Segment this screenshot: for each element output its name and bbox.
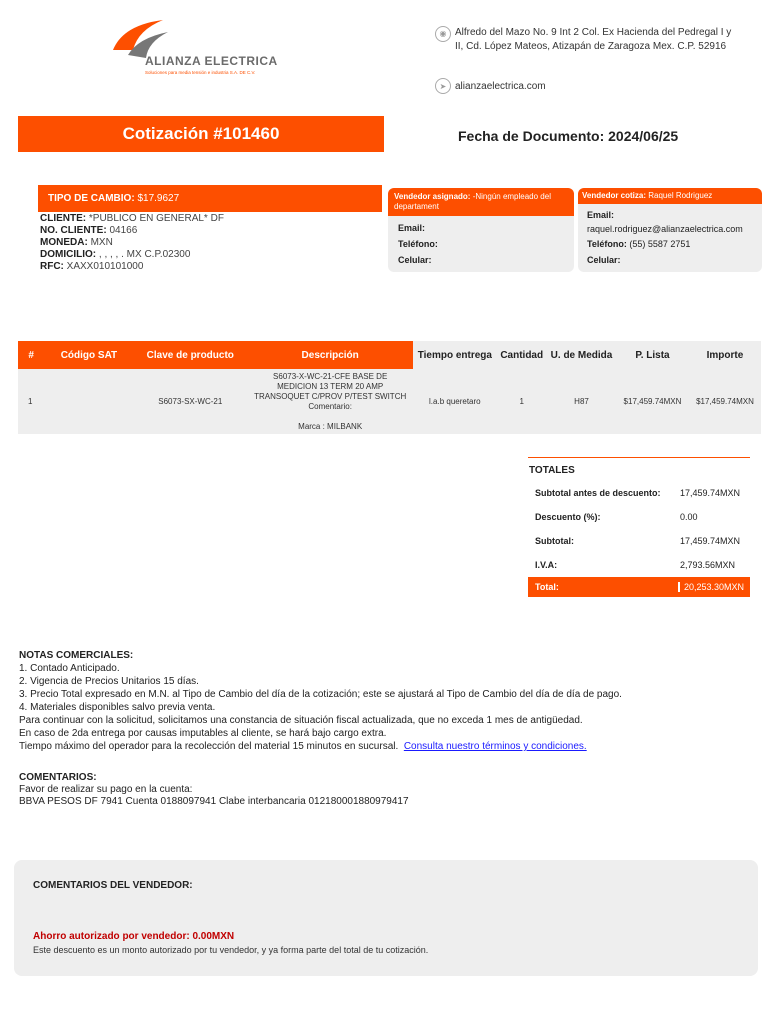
exchange-rate-bar — [38, 185, 382, 212]
website-text[interactable]: alianzaelectrica.com — [455, 80, 546, 92]
assigned-phone-label: Teléfono: — [398, 239, 438, 249]
assigned-vendor-header — [388, 188, 574, 216]
totals-title: TOTALES — [529, 465, 575, 476]
exchange-rate-label: TIPO DE CAMBIO: — [48, 193, 135, 204]
col-header-num: # — [18, 341, 44, 369]
assigned-mobile-label: Celular: — [398, 255, 432, 265]
comments-line: Favor de realizar su pago en la cuenta: — [19, 784, 193, 795]
commercial-notes — [19, 649, 759, 753]
currency-value: MXN — [90, 237, 113, 248]
note-line: 2. Vigencia de Precios Unitarios 15 días. — [19, 676, 199, 687]
client-label: CLIENTE: — [40, 213, 87, 224]
quote-title: Cotización #101460 — [18, 116, 384, 152]
company-website[interactable] — [435, 78, 546, 94]
client-value: *PUBLICO EN GENERAL* DF — [88, 213, 224, 224]
vendor-discount-desc: Este descuento es un monto autorizado por tu vendedor, y ya forma parte del total de tu cotización. — [33, 945, 429, 955]
cell-sat — [44, 369, 133, 434]
totals-row-value: 17,459.74MXN — [680, 536, 741, 546]
assigned-vendor-value: -Ningún empleado del departament — [394, 192, 551, 211]
comments-line: BBVA PESOS DF 7941 Cuenta 0188097941 Clabe interbancaria 012180001880979417 — [19, 796, 409, 807]
assigned-email-label: Email: — [398, 223, 426, 233]
document-date: Fecha de Documento: 2024/06/25 — [458, 128, 679, 144]
vendor-comments-box — [14, 860, 758, 976]
totals-row-label: Subtotal: — [535, 536, 574, 546]
totals-row-label: Subtotal antes de descuento: — [535, 488, 661, 498]
address-label: DOMICILIO: — [40, 249, 97, 260]
quoting-mobile-label: Celular: — [587, 255, 621, 265]
terms-link[interactable]: Consulta nuestro términos y condiciones. — [403, 741, 587, 752]
client-info — [40, 213, 224, 273]
grand-total-value: 20,253.30MXN — [678, 582, 750, 592]
rfc-label: RFC: — [40, 261, 64, 272]
quoting-vendor-box — [578, 188, 762, 272]
rfc-value: XAXX010101000 — [66, 261, 144, 272]
cell-descripcion — [247, 369, 413, 434]
quoting-vendor-header — [578, 188, 762, 204]
exchange-rate-value: $17.9627 — [137, 193, 180, 204]
comments-title: COMENTARIOS: — [19, 772, 97, 783]
vendor-discount: Ahorro autorizado por vendedor: 0.00MXN — [33, 931, 235, 942]
notes-title: NOTAS COMERCIALES: — [19, 650, 134, 661]
col-header-cantidad: Cantidad — [496, 341, 547, 369]
assigned-vendor-label: Vendedor asignado: — [394, 192, 471, 201]
currency-label: MONEDA: — [40, 237, 88, 248]
note-line: 4. Materiales disponibles salvo previa venta. — [19, 702, 216, 713]
cell-plista: $17,459.74MXN — [616, 369, 689, 434]
col-header-descripcion: Descripción — [247, 341, 413, 369]
client-number-value: 04166 — [109, 225, 138, 236]
totals-row — [528, 529, 750, 553]
cell-cantidad: 1 — [496, 369, 547, 434]
quoting-phone-label: Teléfono: — [587, 239, 627, 249]
grand-total-label: Total: — [535, 582, 559, 592]
totals-row-label: Descuento (%): — [535, 512, 601, 522]
cell-tiempo: l.a.b queretaro — [413, 369, 496, 434]
address-text: Alfredo del Mazo No. 9 Int 2 Col. Ex Hacienda del Pedregal I y II, Cd. López Mateos, Atizapán de Zaragoza Mex. C.P. 52916 — [455, 27, 732, 52]
note-line: Tiempo máximo del operador para la recolección del material 15 minutos en sucursal. — [19, 741, 399, 752]
quoting-phone-value: (55) 5587 2751 — [629, 239, 691, 249]
totals-box — [528, 457, 750, 597]
vendor-comments-title: COMENTARIOS DEL VENDEDOR: — [33, 880, 193, 891]
totals-row-label: I.V.A: — [535, 560, 558, 570]
note-line: 1. Contado Anticipado. — [19, 663, 120, 674]
col-header-sat: Código SAT — [44, 341, 133, 369]
client-number-label: NO. CLIENTE: — [40, 225, 107, 236]
totals-row — [528, 505, 750, 529]
quoting-vendor-value: Raquel Rodriguez — [648, 191, 713, 200]
items-table — [18, 341, 761, 434]
comments-section — [19, 772, 409, 808]
col-header-plista: P. Lista — [616, 341, 689, 369]
company-name: ALIANZA ELECTRICA — [145, 54, 278, 68]
comment-text: Comentario: — [308, 401, 352, 411]
totals-row-value: 2,793.56MXN — [680, 560, 736, 570]
quoting-email-label: Email: — [587, 210, 615, 220]
col-header-tiempo: Tiempo entrega — [413, 341, 496, 369]
col-header-unidad: U. de Medida — [547, 341, 616, 369]
cell-clave: S6073-SX-WC-21 — [134, 369, 248, 434]
quoting-vendor-label: Vendedor cotiza: — [582, 191, 647, 200]
brand-text: Marca : MILBANK — [298, 421, 363, 431]
totals-row — [528, 553, 750, 577]
totals-row-value: 0.00 — [680, 512, 698, 522]
cursor-icon: ➤ — [435, 78, 451, 94]
col-header-clave: Clave de producto — [134, 341, 248, 369]
col-header-importe: Importe — [689, 341, 761, 369]
note-line: En caso de 2da entrega por causas imputables al cliente, se hará bajo cargo extra. — [19, 728, 387, 739]
cell-num: 1 — [18, 369, 44, 434]
company-tagline: Soluciones para media tensión e industria S.A. DE C.V. — [145, 70, 256, 75]
totals-row — [528, 481, 750, 505]
totals-row-value: 17,459.74MXN — [680, 488, 741, 498]
description-text: S6073-X-WC-21-CFE BASE DE MEDICION 13 TERM 20 AMP TRANSOQUET C/PROV P/TEST SWITCH — [254, 371, 407, 401]
quoting-email-value: raquel.rodriguez@alianzaelectrica.com — [587, 224, 743, 234]
table-row — [18, 369, 761, 434]
note-line: 3. Precio Total expresado en M.N. al Tipo de Cambio del día de la cotización; este se ajustará al Tipo de Cambio del día de día de pago. — [19, 689, 622, 700]
cell-unidad: H87 — [547, 369, 616, 434]
cell-importe: $17,459.74MXN — [689, 369, 761, 434]
grand-total-row — [528, 577, 750, 597]
address-value: , , , , . MX C.P.02300 — [98, 249, 191, 260]
company-address — [435, 26, 735, 54]
assigned-vendor-box — [388, 188, 574, 272]
note-line: Para continuar con la solicitud, solicitamos una constancia de situación fiscal actualizada, que no exceda 1 mes de antigüedad. — [19, 715, 583, 726]
company-logo — [108, 20, 288, 86]
location-pin-icon: ◉ — [435, 26, 451, 42]
